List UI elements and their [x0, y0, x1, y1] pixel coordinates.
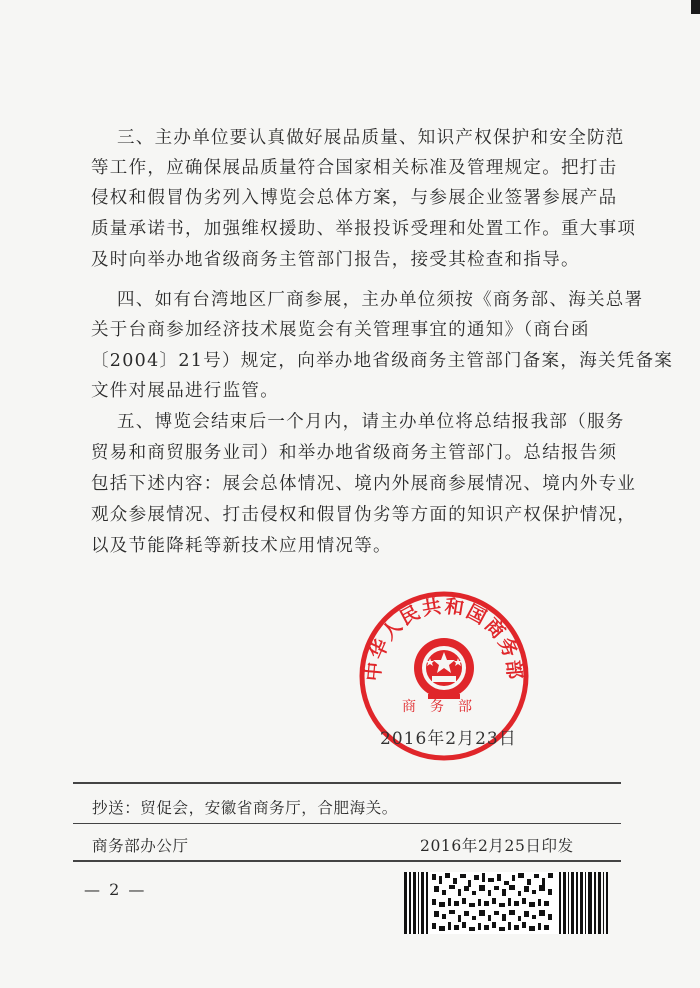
issuer: 商务部办公厅: [92, 837, 189, 855]
barcode-edge-icon: [592, 872, 618, 934]
paragraph-line: 〔2004〕21号）规定，向举办地省级商务主管部门备案，海关凭备案: [91, 351, 674, 371]
paragraph-line: 以及节能降耗等新技术应用情况等。: [91, 536, 392, 556]
national-emblem-icon: [414, 638, 474, 699]
signature-date: 2016年2月23日: [380, 729, 517, 749]
paragraph-line: 质量承诺书，加强维权援助、举报投诉受理和处置工作。重大事项: [91, 219, 637, 239]
corner-mark: [691, 0, 700, 14]
paragraph-line: 等工作，应确保展品质量符合国家相关标准及管理规定。把打击: [91, 158, 618, 178]
barcode-icon: [404, 872, 595, 934]
cc-line: 抄送：贸促会，安徽省商务厅，合肥海关。: [92, 799, 398, 817]
paragraph-line: 观众参展情况、打击侵权和假冒伪劣等方面的知识产权保护情况，: [91, 505, 637, 525]
seal-inner-text: 商务部: [402, 699, 486, 715]
seal-outer-text: 中华人民共和国商务部: [362, 595, 526, 683]
paragraph-line: 关于台商参加经济技术展览会有关管理事宜的通知》（商台函: [91, 320, 590, 340]
paragraph-line: 四、如有台湾地区厂商参展，主办单位须按《商务部、海关总署: [117, 290, 644, 310]
footer-middle-rule: [73, 823, 621, 824]
paragraph-line: 三、主办单位要认真做好展品质量、知识产权保护和安全防范: [117, 128, 625, 148]
print-date: 2016年2月25日印发: [420, 837, 574, 855]
paragraph-line: 侵权和假冒伪劣列入博览会总体方案，与参展企业签署参展产品: [91, 188, 618, 208]
paragraph-line: 包括下述内容：展会总体情况、境内外展商参展情况、境内外专业: [91, 474, 637, 494]
paragraph-line: 及时向举办地省级商务主管部门报告，接受其检查和指导。: [91, 250, 580, 270]
paragraph-line: 文件对展品进行监管。: [91, 381, 279, 401]
paragraph-line: 五、博览会结束后一个月内，请主办单位将总结报我部（服务: [117, 412, 625, 432]
page-number: — 2 —: [84, 880, 147, 899]
footer-top-rule: [73, 782, 621, 784]
paragraph-line: 贸易和商贸服务业司）和举办地省级商务主管部门。总结报告须: [91, 443, 618, 463]
footer-bottom-rule: [73, 860, 621, 862]
